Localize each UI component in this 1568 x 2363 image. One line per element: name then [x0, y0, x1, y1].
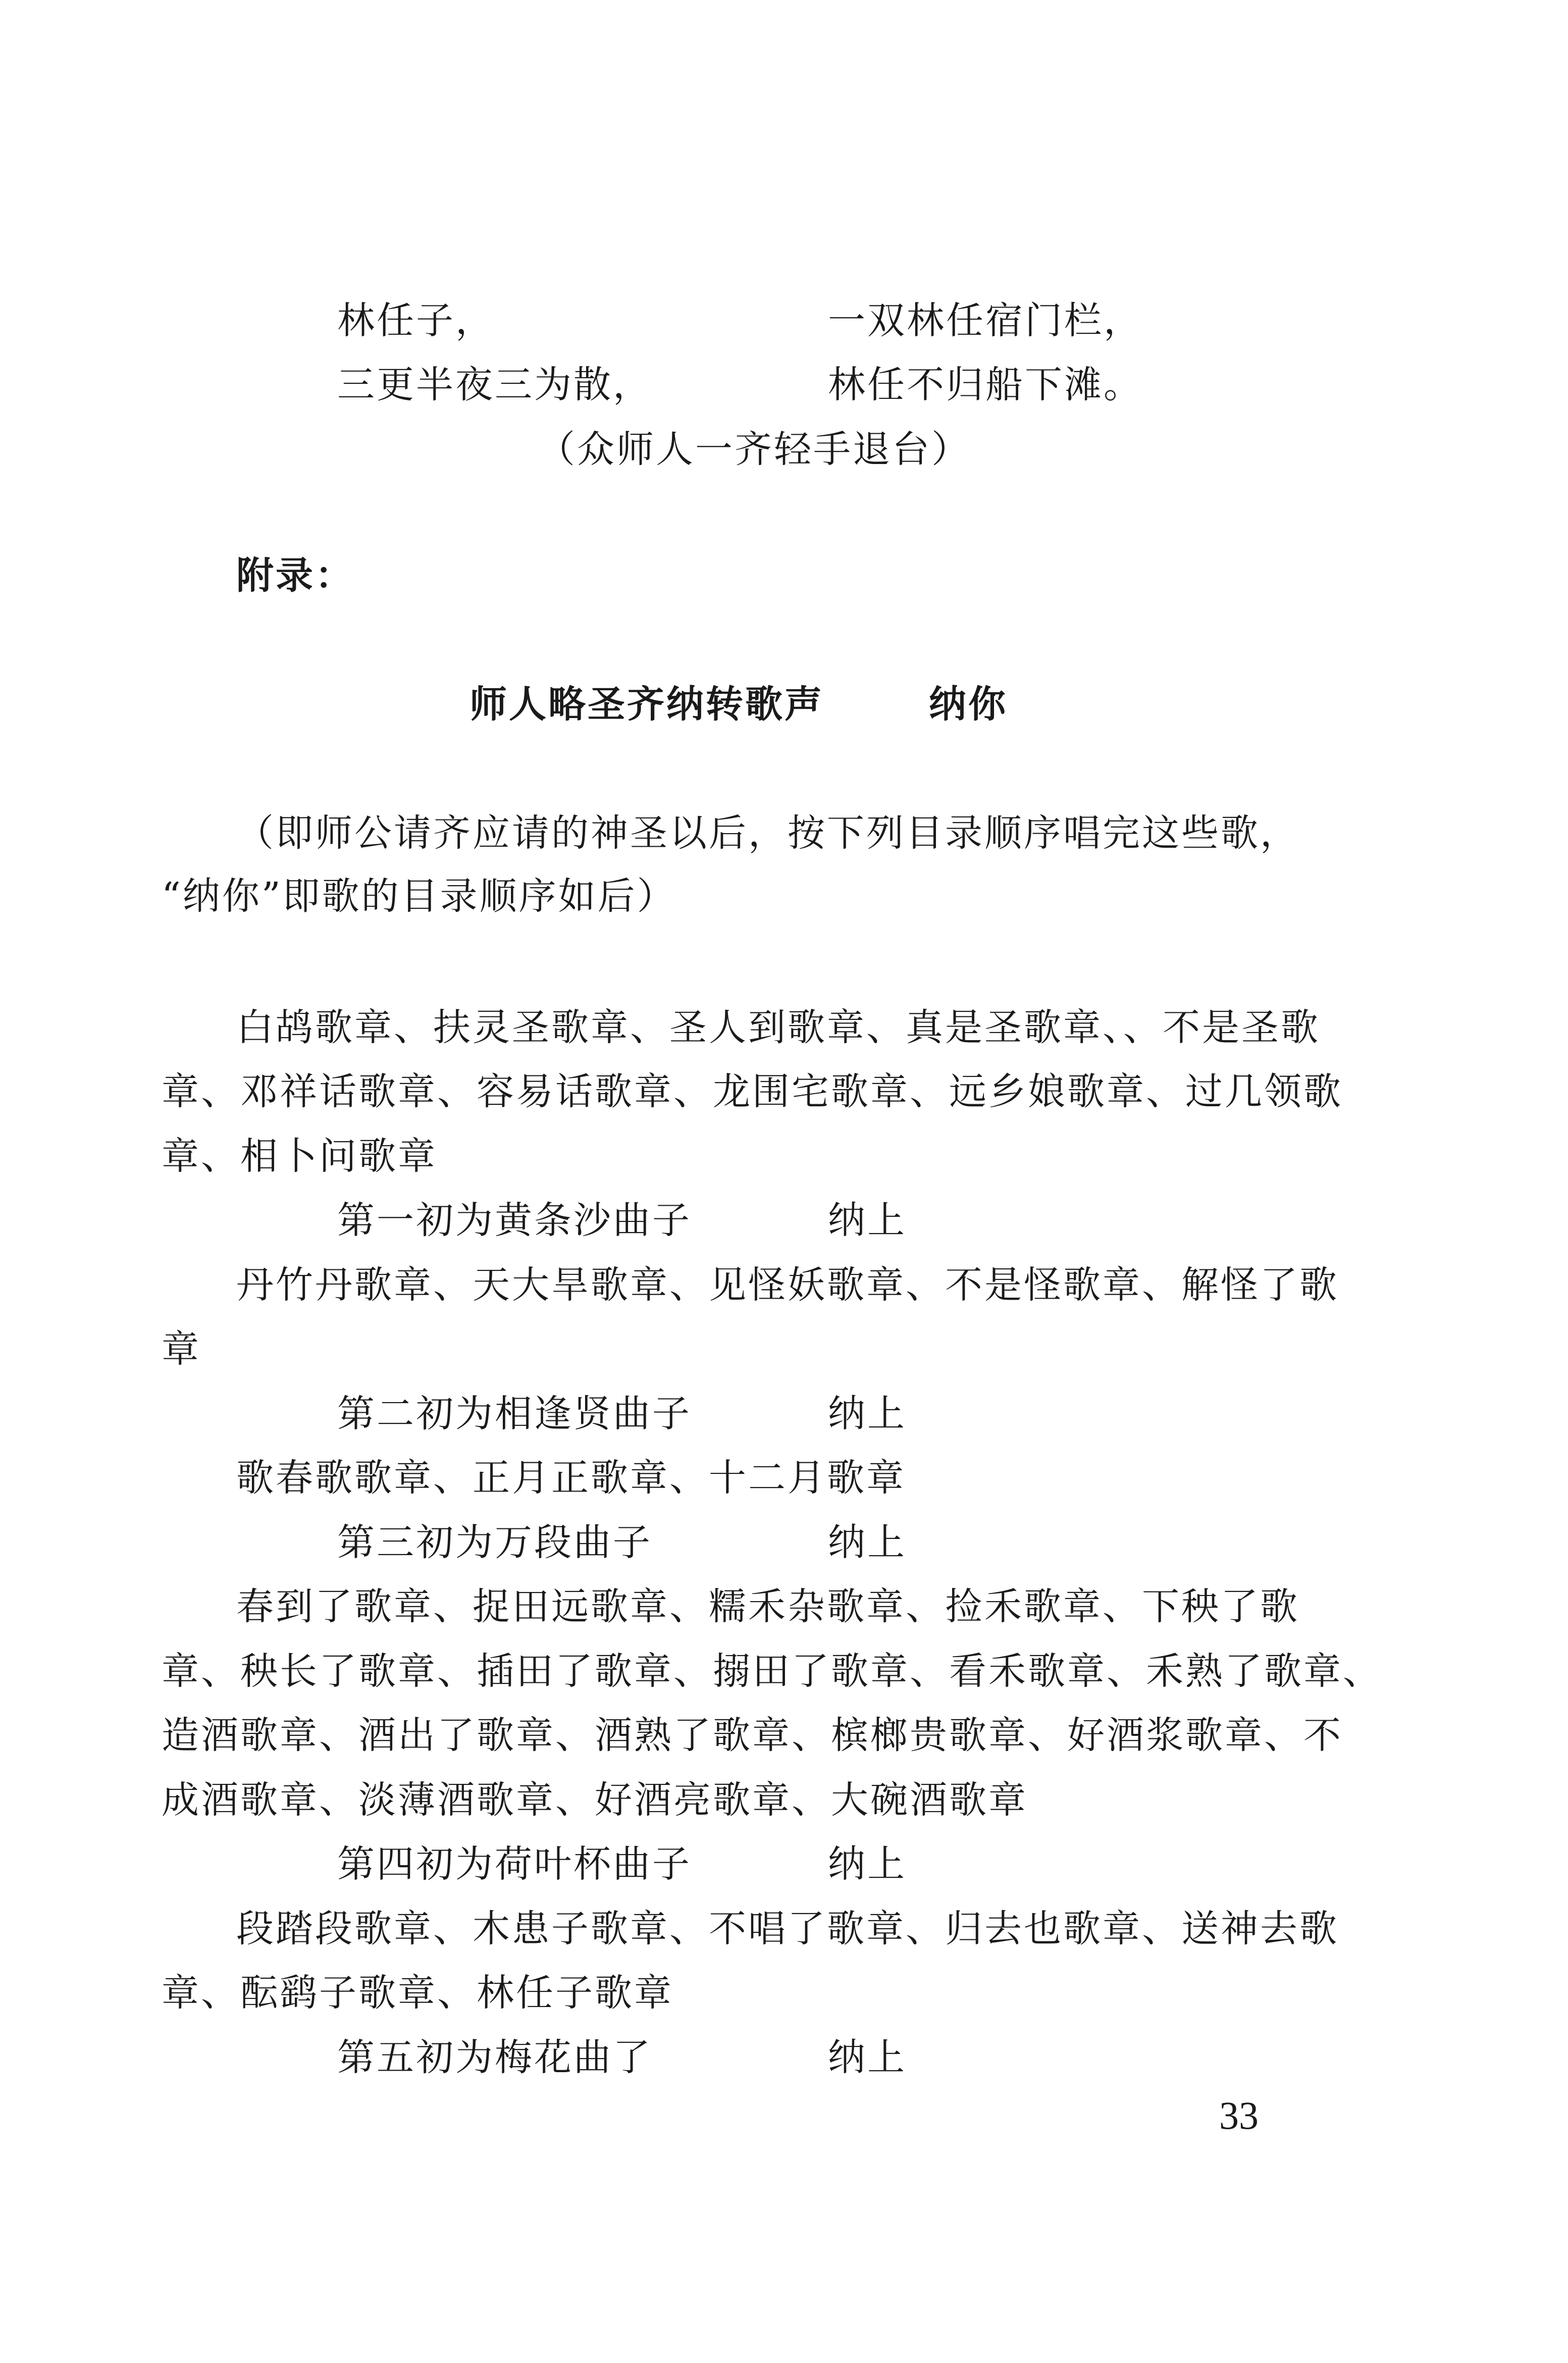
p2-line-2: 章	[162, 1327, 201, 1371]
p3-line-1: 歌春歌歌章、正月正歌章、十二月歌章	[236, 1456, 906, 1500]
verse-line2-right: 林任不归船下滩。	[828, 363, 1143, 406]
p4-line-2: 章、秧长了歌章、插田了歌章、搦田了歌章、看禾歌章、禾熟了歌章、	[162, 1650, 1382, 1693]
p4-line-1: 春到了歌章、捉田远歌章、糯禾杂歌章、捡禾歌章、下秧了歌	[236, 1585, 1299, 1628]
p4-line-4: 成酒歌章、淡薄酒歌章、好酒亮歌章、大碗酒歌章	[162, 1778, 1028, 1822]
c2-note: 纳上	[828, 1392, 907, 1435]
p1-line-3: 章、相卜问歌章	[162, 1135, 437, 1178]
verse-line2-left: 三更半夜三为散，	[337, 363, 652, 406]
p4-line-3: 造酒歌章、酒出了歌章、酒熟了歌章、槟榔贵歌章、好酒浆歌章、不	[162, 1714, 1343, 1757]
c1-note: 纳上	[828, 1199, 907, 1242]
p5-line-2: 章、酝鹞子歌章、林任子歌章	[162, 1971, 673, 2015]
p5-line-1: 段踏段歌章、木患子歌章、不唱了歌章、归去也歌章、送神去歌	[236, 1907, 1339, 1950]
c5-title: 第五初为梅花曲了	[337, 2036, 652, 2079]
appendix-title-suffix: 纳你	[929, 683, 1008, 726]
verse-line1-right: 一双林任宿门栏，	[828, 299, 1143, 342]
stage-direction: （众师人一齐轻手退台）	[538, 428, 971, 471]
p1-line-2: 章、邓祥话歌章、容易话歌章、龙围宅歌章、远乡娘歌章、过几领歌	[162, 1070, 1343, 1113]
page-number: 33	[1219, 2093, 1259, 2137]
p1-line-1: 白鸪歌章、扶灵圣歌章、圣人到歌章、真是圣歌章、、不是圣歌	[236, 1006, 1320, 1049]
verse-line1-left: 林任子，	[337, 299, 495, 342]
appendix-heading: 附录：	[236, 554, 354, 597]
c3-note: 纳上	[828, 1521, 907, 1564]
c2-title: 第二初为相逢贤曲子	[337, 1392, 692, 1435]
intro-line-2: “纳你”即歌的目录顺序如后）	[162, 875, 676, 918]
intro-line-1: （即师公请齐应请的神圣以后，按下列目录顺序唱完这些歌，	[236, 811, 1299, 855]
c5-note: 纳上	[828, 2036, 907, 2079]
appendix-title: 师人略圣齐纳转歌声	[469, 683, 824, 726]
c4-title: 第四初为荷叶杯曲子	[337, 1842, 692, 1886]
c4-note: 纳上	[828, 1842, 907, 1886]
c1-title: 第一初为黄条沙曲子	[337, 1199, 692, 1242]
c3-title: 第三初为万段曲子	[337, 1521, 652, 1564]
p2-line-1: 丹竹丹歌章、天大旱歌章、见怪妖歌章、不是怪歌章、解怪了歌	[236, 1263, 1339, 1307]
